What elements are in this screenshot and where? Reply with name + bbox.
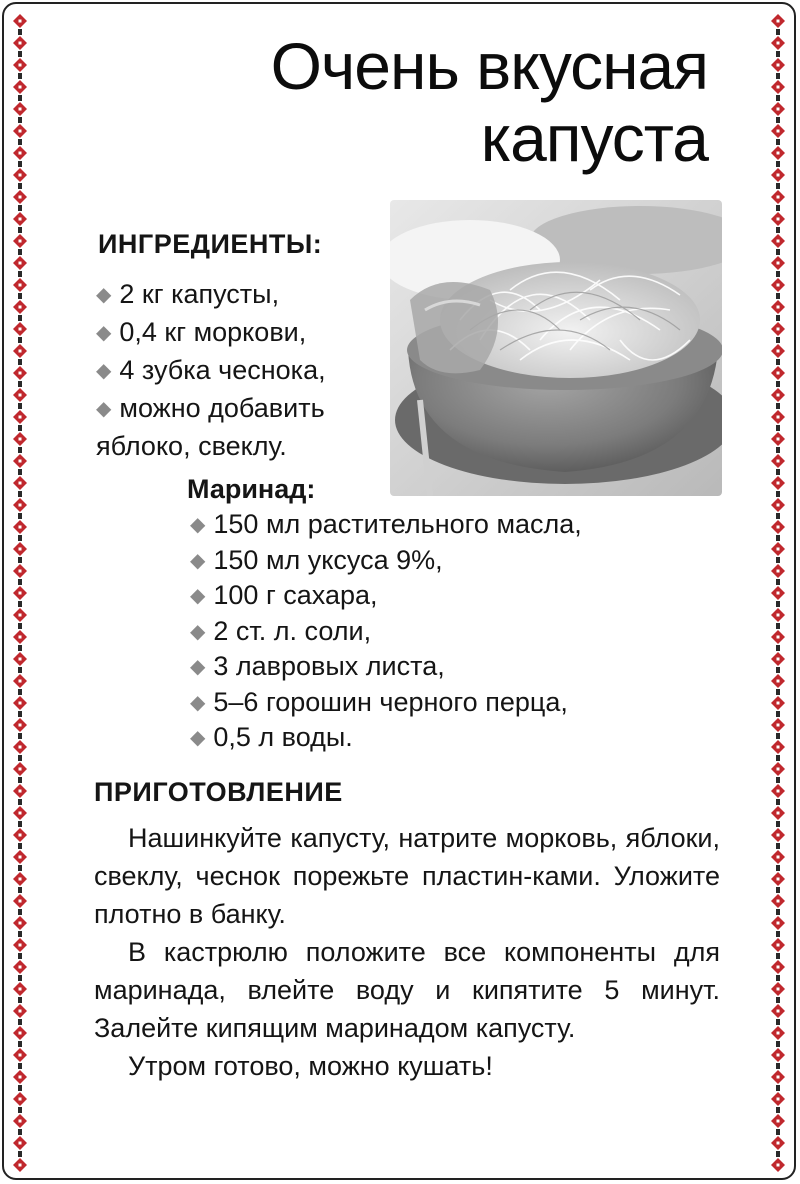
ornament-center [19, 746, 22, 749]
ornament-link [776, 975, 780, 981]
marinade-text: 0,5 л воды. [213, 722, 353, 752]
ornament-center [19, 328, 22, 331]
ornament-link [18, 293, 22, 299]
marinade-text: 150 мл уксуса 9%, [213, 544, 443, 575]
recipe-card [2, 2, 796, 1180]
ornament-center [777, 218, 780, 221]
marinade-text: 150 мл растительного масла, [213, 509, 582, 539]
ornament-center [19, 944, 22, 947]
ingredients-heading: ИНГРЕДИЕНТЫ: [98, 229, 323, 259]
ornament-link [776, 601, 780, 607]
ornament-center [19, 196, 22, 199]
ornament-link [18, 755, 22, 761]
ornament-center [777, 1032, 780, 1035]
ingredients-list [96, 276, 396, 465]
ornament-center [777, 152, 780, 155]
ornament-center [19, 1098, 22, 1101]
ornament-link [776, 997, 780, 1003]
ornament-link [776, 95, 780, 101]
preparation-paragraph: Нашинкуйте капусту, натрите морковь, яблоки, свеклу, чеснок порежьте пластин-ками. Уложите плотно в банку. [94, 823, 720, 929]
ornament-link [18, 249, 22, 255]
ornament-link [18, 1107, 22, 1113]
ornament-link [776, 293, 780, 299]
ornament-center [777, 658, 780, 661]
ornament-link [18, 1041, 22, 1047]
list-item [96, 276, 396, 314]
ornament-center [777, 988, 780, 991]
diamond-bullet-icon: ◆ [190, 727, 206, 749]
ornament-link [776, 579, 780, 585]
ornament-link [18, 821, 22, 827]
ornament-link [18, 1019, 22, 1025]
ornament-center [19, 614, 22, 617]
ornament-center [19, 262, 22, 265]
ornament-center [777, 812, 780, 815]
ornament-center [19, 152, 22, 155]
ornament-link [776, 1019, 780, 1025]
ornament-center [19, 240, 22, 243]
diamond-bullet-icon: ◆ [96, 398, 112, 420]
ornament-center [19, 636, 22, 639]
ornament-link [776, 469, 780, 475]
ornament-link [18, 645, 22, 651]
ornament-link [18, 51, 22, 57]
ornament-link [776, 931, 780, 937]
ornament-link [18, 425, 22, 431]
preparation-heading: ПРИГОТОВЛЕНИЕ [94, 777, 343, 807]
ornament-center [777, 306, 780, 309]
ornament-link [776, 887, 780, 893]
title-line-2: капуста [480, 101, 708, 175]
list-item [190, 543, 710, 579]
ornament-center [19, 878, 22, 881]
ornament-link [18, 117, 22, 123]
ornament-center [777, 42, 780, 45]
list-item [190, 507, 710, 543]
ornament-link [18, 601, 22, 607]
ornament-center [777, 174, 780, 177]
ornament-link [18, 623, 22, 629]
ornament-link [18, 711, 22, 717]
ornament-link [18, 1063, 22, 1069]
ornament-link [776, 337, 780, 343]
ornament-link [776, 733, 780, 739]
ornament-link [776, 403, 780, 409]
ornament-link [18, 205, 22, 211]
ornament-center [19, 1164, 22, 1167]
ornament-center [19, 42, 22, 45]
ornament-center [19, 20, 22, 23]
ornament-link [776, 161, 780, 167]
ornament-link [18, 381, 22, 387]
ornament-center [19, 834, 22, 837]
ornament-link [18, 139, 22, 145]
marinade-heading: Маринад: [187, 474, 316, 504]
ornament-link [18, 865, 22, 871]
title-line-1: Очень вкусная [270, 29, 708, 103]
ornament-link [776, 689, 780, 695]
ornament-link [776, 1085, 780, 1091]
list-item [96, 390, 396, 428]
ingredient-continuation: яблоко, свеклу. [96, 431, 287, 461]
ornament-link [776, 755, 780, 761]
ornament-link [776, 1151, 780, 1157]
preparation-body [94, 819, 720, 1085]
ornament-center [777, 1054, 780, 1057]
ornament-link [776, 425, 780, 431]
ornament-center [777, 284, 780, 287]
ornament-center [777, 570, 780, 573]
ornament-center [777, 922, 780, 925]
ornament-link [776, 227, 780, 233]
ornament-center [777, 20, 780, 23]
ornament-center [19, 1032, 22, 1035]
ornament-link [18, 469, 22, 475]
ornament-center [19, 350, 22, 353]
ornament-center [777, 768, 780, 771]
ornament-link [18, 909, 22, 915]
left-ornament-border [11, 10, 29, 1172]
ornament-center [19, 966, 22, 969]
preparation-paragraph: В кастрюлю положите все компоненты для маринада, влейте воду и кипятите 5 минут. Залейте кипящим маринадом капусту. [94, 937, 720, 1043]
diamond-bullet-icon: ◆ [190, 585, 206, 607]
ornament-center [777, 1120, 780, 1123]
ornament-link [18, 359, 22, 365]
ornament-link [18, 491, 22, 497]
ornament-link [776, 447, 780, 453]
ornament-center [19, 790, 22, 793]
ornament-link [776, 1041, 780, 1047]
ornament-link [18, 931, 22, 937]
ornament-center [19, 108, 22, 111]
ornament-link [18, 271, 22, 277]
ornament-link [18, 733, 22, 739]
ornament-link [776, 381, 780, 387]
ornament-link [18, 513, 22, 519]
ornament-center [777, 592, 780, 595]
ornament-link [18, 1151, 22, 1157]
ornament-link [18, 843, 22, 849]
ornament-link [18, 975, 22, 981]
ornament-center [777, 614, 780, 617]
ornament-link [18, 161, 22, 167]
ornament-center [777, 834, 780, 837]
list-item [190, 614, 710, 650]
ornament-link [18, 183, 22, 189]
ornament-center [19, 988, 22, 991]
ornament-center [777, 86, 780, 89]
ornament-link [776, 183, 780, 189]
ornament-link [776, 1063, 780, 1069]
list-item [190, 649, 710, 685]
ornament-link [776, 359, 780, 365]
ornament-center [19, 1142, 22, 1145]
ornament-center [777, 746, 780, 749]
recipe-title [148, 30, 708, 174]
ornament-center [19, 218, 22, 221]
ornament-link [776, 953, 780, 959]
ornament-link [18, 403, 22, 409]
ornament-center [19, 1076, 22, 1079]
ornament-center [777, 482, 780, 485]
ornament-center [777, 636, 780, 639]
ornament-center [19, 548, 22, 551]
ornament-center [19, 86, 22, 89]
ornament-link [776, 139, 780, 145]
ornament-link [776, 623, 780, 629]
ornament-link [18, 799, 22, 805]
ornament-center [777, 1164, 780, 1167]
ornament-center [777, 900, 780, 903]
marinade-list [190, 507, 710, 756]
ornament-center [19, 394, 22, 397]
ornament-center [19, 64, 22, 67]
ornament-link [776, 1107, 780, 1113]
ornament-center [777, 724, 780, 727]
ornament-link [18, 1085, 22, 1091]
ornament-link [776, 315, 780, 321]
ornament-center [19, 702, 22, 705]
ornament-link [776, 645, 780, 651]
ornament-link [776, 51, 780, 57]
ornament-link [776, 667, 780, 673]
ornament-center [19, 680, 22, 683]
ornament-link [776, 777, 780, 783]
ornament-link [18, 1129, 22, 1135]
ornament-center [777, 64, 780, 67]
ornament-center [19, 592, 22, 595]
ornament-center [777, 108, 780, 111]
marinade-text: 5–6 горошин черного перца, [213, 686, 568, 717]
diamond-bullet-icon: ◆ [190, 691, 206, 714]
ornament-center [19, 570, 22, 573]
ornament-center [777, 944, 780, 947]
ornament-center [777, 1098, 780, 1101]
diamond-bullet-icon: ◆ [190, 514, 206, 536]
ornament-link [776, 249, 780, 255]
ornament-link [18, 997, 22, 1003]
list-item [190, 720, 710, 756]
ornament-center [777, 438, 780, 441]
ornament-link [18, 73, 22, 79]
list-item [96, 352, 396, 390]
marinade-text: 2 ст. л. соли, [213, 615, 372, 646]
ornament-link [776, 865, 780, 871]
ornament-center [19, 504, 22, 507]
ornament-link [18, 953, 22, 959]
ornament-center [777, 1010, 780, 1013]
ornament-center [777, 328, 780, 331]
ornament-center [777, 680, 780, 683]
ornament-link [18, 447, 22, 453]
ornament-center [777, 130, 780, 133]
ornament-link [776, 557, 780, 563]
ornament-center [777, 262, 780, 265]
ornament-center [19, 174, 22, 177]
ornament-link [18, 315, 22, 321]
ornament-link [776, 909, 780, 915]
cabbage-photo [390, 200, 722, 496]
ornament-link [776, 205, 780, 211]
ornament-center [777, 196, 780, 199]
ornament-center [19, 1120, 22, 1123]
diamond-bullet-icon: ◆ [96, 284, 112, 306]
ornament-center [19, 460, 22, 463]
ornament-center [19, 284, 22, 287]
ornament-center [777, 460, 780, 463]
ornament-link [18, 557, 22, 563]
diamond-bullet-icon: ◆ [190, 656, 206, 678]
ornament-center [777, 548, 780, 551]
ingredient-text: 4 зубка чеснока, [119, 355, 326, 385]
diamond-bullet-icon: ◆ [96, 360, 112, 382]
ornament-link [776, 843, 780, 849]
ornament-center [777, 416, 780, 419]
ornament-link [776, 799, 780, 805]
ornament-center [19, 526, 22, 529]
ornament-link [776, 491, 780, 497]
right-ornament-border [769, 10, 787, 1172]
ornament-link [776, 535, 780, 541]
ornament-link [18, 337, 22, 343]
diamond-bullet-icon: ◆ [190, 620, 206, 643]
ornament-center [19, 416, 22, 419]
ornament-center [777, 966, 780, 969]
ornament-center [777, 526, 780, 529]
ornament-link [776, 29, 780, 35]
list-item [190, 578, 710, 614]
ornament-center [777, 350, 780, 353]
ornament-link [18, 29, 22, 35]
diamond-bullet-icon: ◆ [190, 549, 206, 572]
ornament-center [777, 394, 780, 397]
ornament-center [19, 438, 22, 441]
ingredient-text: можно добавить [119, 393, 325, 423]
ornament-link [776, 271, 780, 277]
ornament-link [776, 711, 780, 717]
ornament-link [776, 821, 780, 827]
ornament-link [18, 777, 22, 783]
diamond-bullet-icon: ◆ [96, 322, 112, 344]
preparation-paragraph: Утром готово, можно кушать! [128, 1051, 493, 1081]
ornament-link [776, 73, 780, 79]
ornament-link [18, 95, 22, 101]
ornament-center [19, 1054, 22, 1057]
marinade-text: 3 лавровых листа, [213, 651, 445, 681]
ornament-link [776, 117, 780, 123]
ingredient-text: 2 кг капусты, [119, 279, 280, 309]
ornament-link [18, 667, 22, 673]
ornament-center [777, 856, 780, 859]
ornament-center [19, 306, 22, 309]
ornament-center [777, 1142, 780, 1145]
ornament-center [19, 900, 22, 903]
ornament-link [776, 513, 780, 519]
marinade-text: 100 г сахара, [213, 580, 378, 610]
ornament-link [18, 535, 22, 541]
ingredient-text: 0,4 кг моркови, [119, 317, 307, 347]
ornament-link [18, 579, 22, 585]
ornament-link [18, 227, 22, 233]
ornament-center [19, 130, 22, 133]
ornament-center [19, 922, 22, 925]
ornament-center [777, 1076, 780, 1079]
ornament-center [777, 702, 780, 705]
ornament-center [19, 658, 22, 661]
ornament-center [19, 856, 22, 859]
ornament-center [777, 504, 780, 507]
ornament-link [776, 1129, 780, 1135]
ornament-center [19, 482, 22, 485]
ornament-center [777, 790, 780, 793]
ornament-link [18, 887, 22, 893]
ornament-center [777, 240, 780, 243]
ornament-center [19, 812, 22, 815]
ornament-center [777, 878, 780, 881]
ornament-center [19, 768, 22, 771]
list-item [96, 314, 396, 352]
ornament-center [19, 1010, 22, 1013]
ornament-link [18, 689, 22, 695]
list-item [190, 685, 710, 721]
ornament-center [19, 372, 22, 375]
ornament-center [19, 724, 22, 727]
ornament-center [777, 372, 780, 375]
